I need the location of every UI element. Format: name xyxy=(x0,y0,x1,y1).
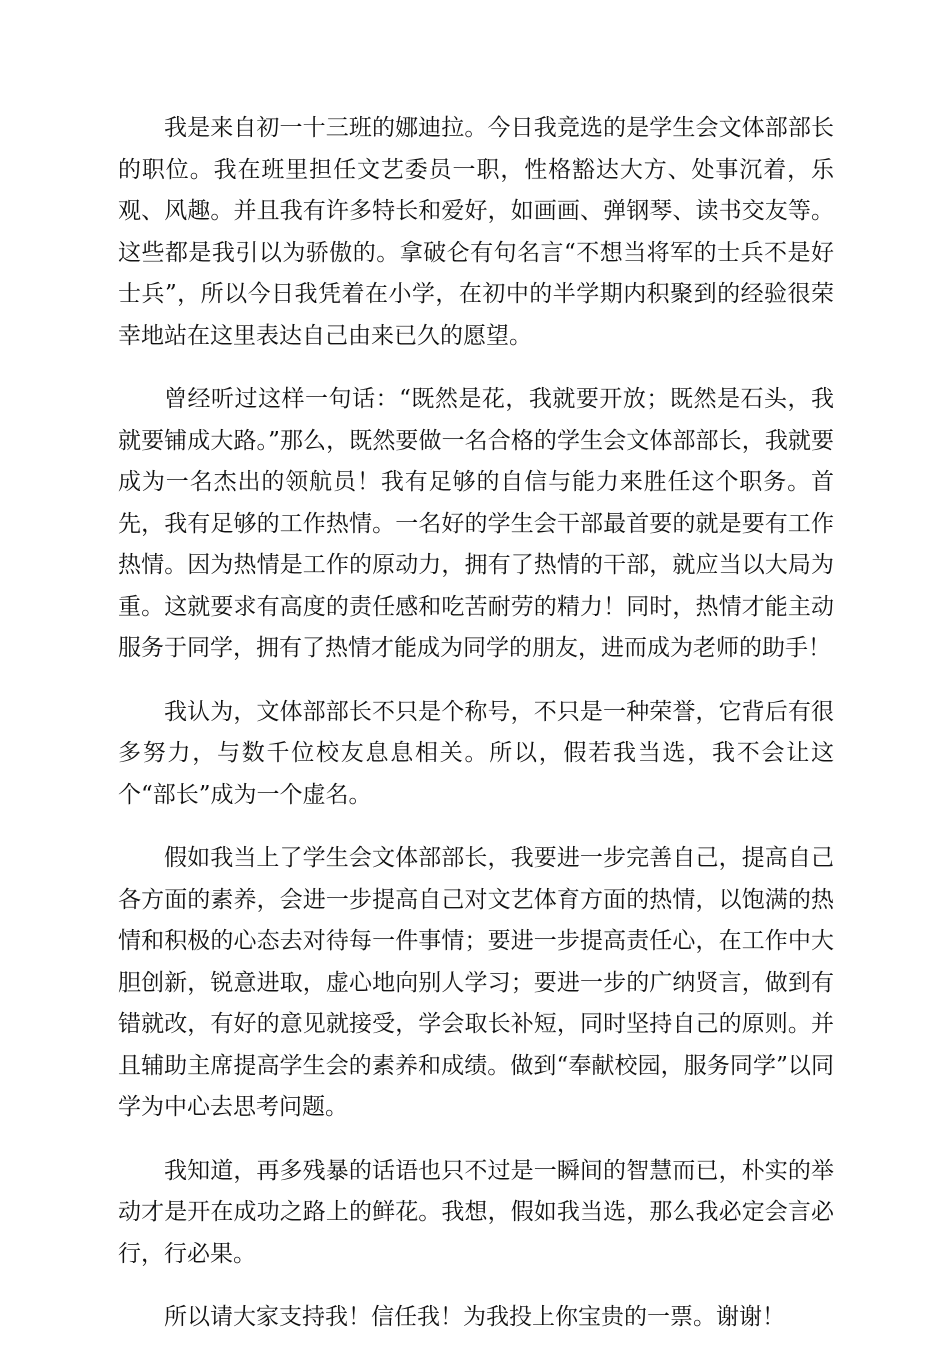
paragraph-3: 我认为，文体部部长不只是个称号，不只是一种荣誉，它背后有很多努力，与数千位校友息息相关。所以，假若我当选，我不会让这个“部长”成为一个虚名。 xyxy=(118,698,834,808)
paragraph-5: 我知道，再多残暴的话语也只不过是一瞬间的智慧而已，朴实的举动才是开在成功之路上的鲜花。我想，假如我当选，那么我必定会言必行，行必果。 xyxy=(118,1157,834,1267)
paragraph-6: 所以请大家支持我！信任我！为我投上你宝贵的一票。谢谢！ xyxy=(164,1304,785,1330)
document-body xyxy=(118,108,834,1361)
paragraph-1: 我是来自初一十三班的娜迪拉。今日我竞选的是学生会文体部部长的职位。我在班里担任文艺委员一职，性格豁达大方、处事沉着，乐观、风趣。并且我有许多特长和爱好，如画画、弹钢琴、读书交友等。这些都是我引以为骄傲的。拿破仑有句名言“不想当将军的士兵不是好士兵”，所以今日我凭着在小学，在初中的半学期内积聚到的经验很荣幸地站在这里表达自己由来已久的愿望。 xyxy=(118,115,834,349)
paragraph-4: 假如我当上了学生会文体部部长，我要进一步完善自己，提高自己各方面的素养，会进一步提高自己对文艺体育方面的热情，以饱满的热情和积极的心态去对待每一件事情；要进一步提高责任心，在工作中大胆创新，锐意进取，虚心地向别人学习；要进一步的广纳贤言，做到有错就改，有好的意见就接受，学会取长补短，同时坚持自己的原则。并且辅助主席提高学生会的素养和成绩。做到“奉献校园，服务同学”以同学为中心去思考问题。 xyxy=(118,845,834,1120)
paragraph-2: 曾经听过这样一句话：“既然是花，我就要开放；既然是石头，我就要铺成大路。”那么，既然要做一名合格的学生会文体部部长，我就要成为一名杰出的领航员！我有足够的自信与能力来胜任这个职务。首先，我有足够的工作热情。一名好的学生会干部最首要的就是要有工作热情。因为热情是工作的原动力，拥有了热情的干部，就应当以大局为重。这就要求有高度的责任感和吃苦耐劳的精力！同时，热情才能主动服务于同学，拥有了热情才能成为同学的朋友，进而成为老师的助手！ xyxy=(118,386,834,661)
